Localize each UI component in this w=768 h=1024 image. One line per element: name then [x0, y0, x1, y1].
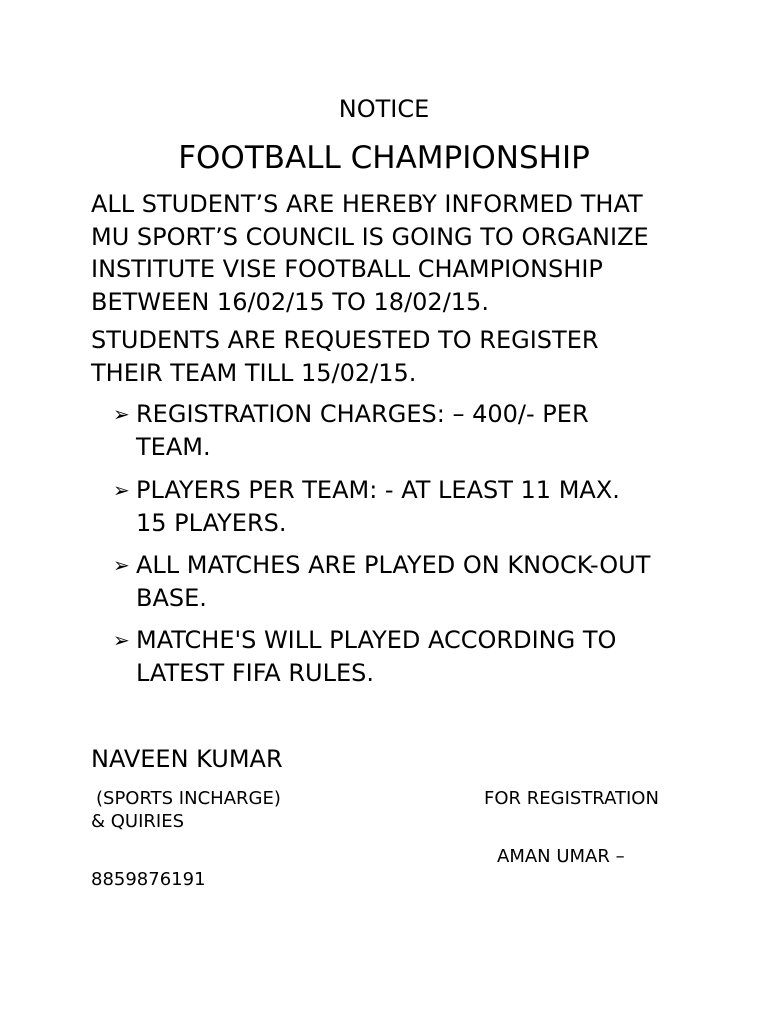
- registration-label-continued: & QUIRIES: [91, 811, 185, 832]
- bullet-line: ALL MATCHES ARE PLAYED ON KNOCK-OUT: [136, 551, 651, 579]
- contact-phone: 8859876191: [91, 869, 206, 890]
- bullet-line: 15 PLAYERS.: [136, 509, 287, 537]
- paragraph-line: MU SPORT’S COUNCIL IS GOING TO ORGANIZE: [91, 222, 649, 251]
- registration-label: FOR REGISTRATION: [484, 788, 659, 809]
- paragraph-line: INSTITUTE VISE FOOTBALL CHAMPIONSHIP: [91, 255, 603, 283]
- bullet-line: MATCHE'S WILL PLAYED ACCORDING TO: [136, 626, 617, 654]
- paragraph-line: BETWEEN 16/02/15 TO 18/02/15.: [91, 287, 489, 316]
- paragraph-line: THEIR TEAM TILL 15/02/15.: [91, 358, 417, 387]
- bullet-line: TEAM.: [136, 433, 211, 461]
- bullet-line: REGISTRATION CHARGES: – 400/- PER: [136, 400, 589, 428]
- signer-name: NAVEEN KUMAR: [91, 745, 283, 773]
- announcement-paragraph: [91, 188, 649, 318]
- contact-name: AMAN UMAR –: [497, 846, 625, 867]
- paragraph-line: ALL STUDENT’S ARE HEREBY INFORMED THAT: [91, 190, 643, 218]
- arrow-bullet-icon: ➢: [113, 553, 130, 577]
- bullet-line: PLAYERS PER TEAM: - AT LEAST 11 MAX.: [136, 476, 620, 504]
- bullet-line: BASE.: [136, 584, 207, 612]
- signer-role: (SPORTS INCHARGE): [96, 788, 281, 809]
- arrow-bullet-icon: ➢: [113, 402, 130, 426]
- paragraph-line: STUDENTS ARE REQUESTED TO REGISTER: [91, 326, 599, 354]
- arrow-bullet-icon: ➢: [113, 478, 130, 502]
- arrow-bullet-icon: ➢: [113, 628, 130, 652]
- notice-label: NOTICE: [338, 95, 430, 123]
- registration-request-paragraph: [91, 324, 599, 389]
- notice-title: FOOTBALL CHAMPIONSHIP: [178, 140, 590, 176]
- bullet-line: LATEST FIFA RULES.: [136, 659, 374, 687]
